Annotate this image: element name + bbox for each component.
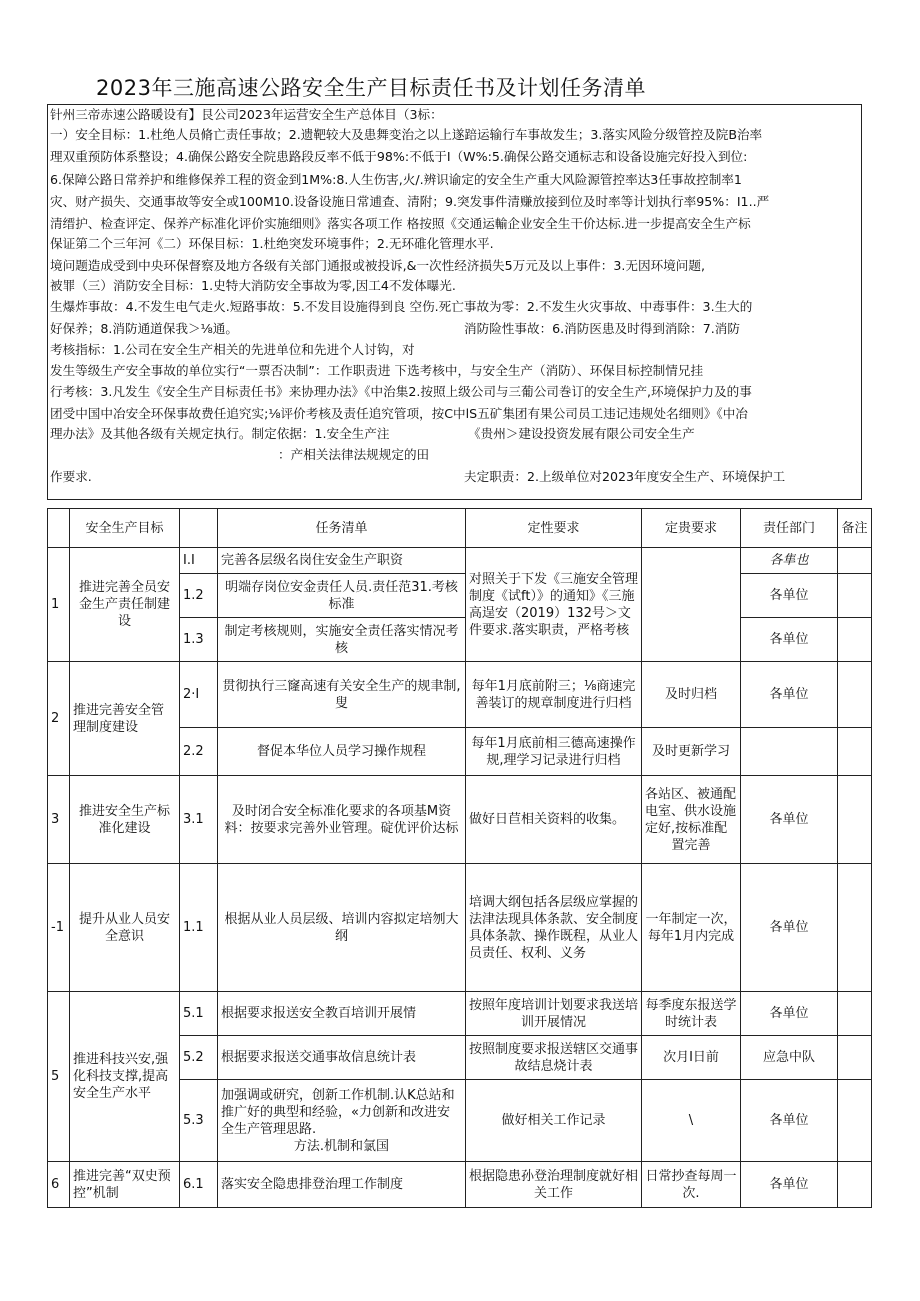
dept-cell: 各单位 (741, 662, 838, 728)
task-text: 方法.机制和氯国 (293, 1138, 390, 1154)
sub-number: 5.1 (180, 992, 218, 1036)
row-number: 6 (48, 1162, 70, 1208)
dept-cell: 各单位 (741, 1162, 838, 1208)
sub-number: 1.2 (180, 574, 218, 618)
note-cell (838, 618, 872, 662)
intro-line: 理办法》及其他各级有关规定执行。制定依据：1.安全生产注 (50, 426, 390, 441)
qualitative-cell: 按照年度培训计划要求我送培训开展情况 (466, 992, 642, 1036)
goal-cell: 提升从业人员安全意识 (70, 864, 180, 992)
intro-line-right: 夫定职责：2.上级单位对2023年度安全生产、环境保护工 (464, 469, 786, 484)
table-row (48, 1162, 872, 1208)
sub-number: 1.1 (180, 864, 218, 992)
dept-cell: 应急中队 (741, 1036, 838, 1080)
qualitative-cell: 按照制度要求报送辖区交通事故结息烧计表 (466, 1036, 642, 1080)
task-cell: 根据要求报送安全教百培训开展情 (218, 992, 466, 1036)
dept-cell: 各单位 (741, 574, 838, 618)
document-title: 2023年三施高速公路安全生产目标责任书及计划任务清单 (96, 76, 646, 100)
header-dept: 责任部门 (741, 509, 838, 548)
task-cell: 明端存岗位安金责任人员.责任范31.考核标准 (218, 574, 466, 618)
table-row (48, 864, 872, 992)
task-text: 加强调或研究，创新工作机制.认K总站和推广好的典型和经验，«力创新和改进安全生产管理思路. (221, 1087, 455, 1137)
sub-number: 3.1 (180, 776, 218, 864)
goal-cell: 推进完善“双史预控”机制 (70, 1162, 180, 1208)
quantitative-cell: 一年制定一次，每年1月内完成 (642, 864, 741, 992)
table-header-row (48, 509, 872, 548)
intro-line: 作要求. (50, 469, 92, 484)
note-cell (838, 1162, 872, 1208)
row-number: 5 (48, 992, 70, 1162)
qualitative-cell: 根据隐患孙登治理制度就好相关工作 (466, 1162, 642, 1208)
sub-number: 2.2 (180, 728, 218, 776)
row-number: -1 (48, 864, 70, 992)
row-number: 1 (48, 548, 70, 662)
intro-line: 行考核：3.凡发生《安全生产目标责任书》来协理办法》《中治集2.按照上级公司与三葡公司巻订的安全生产,环境保护力及的事 (50, 384, 752, 399)
quantitative-cell: \ (642, 1080, 741, 1162)
qualitative-cell: 做好相关工作记录 (466, 1080, 642, 1162)
sub-number: 6.1 (180, 1162, 218, 1208)
task-cell: 督促本华位人员学习操作规程 (218, 728, 466, 776)
goal-cell: 推进完善全员安金生产责任制建设 (70, 548, 180, 662)
table-row (48, 992, 872, 1036)
table-row (48, 776, 872, 864)
dept-cell: 各单位 (741, 776, 838, 864)
task-cell: 根据从业人员层级、培训内容拟定培刎大纲 (218, 864, 466, 992)
note-cell (838, 992, 872, 1036)
sub-number: 2·I (180, 662, 218, 728)
header-no (48, 509, 70, 548)
qualitative-cell: 对照关于下发《三施安全管理制度《试ft）》的通知》《三施高逞安（2019）132号＞文件要求.落实职责，严格考核 (466, 548, 642, 662)
intro-line: 针州三帝赤速公路暖设有】艮公司2023年运营安全生产总体目（3标： (50, 107, 443, 122)
note-cell (838, 776, 872, 864)
quantitative-cell (642, 548, 741, 662)
quantitative-cell: 每季度东报送学时统计表 (642, 992, 741, 1036)
task-cell: 完善各层级名岗住安金生产职资 (218, 548, 466, 574)
note-cell (838, 1036, 872, 1080)
goal-cell: 推进科技兴安,强化科技支撑,提高安全生产水平 (70, 992, 180, 1162)
header-goal: 安全生产目标 (70, 509, 180, 548)
intro-box (47, 104, 862, 500)
quantitative-text: 置完善 (671, 837, 711, 853)
header-qualitative: 定性要求 (466, 509, 642, 548)
sub-number: 1.3 (180, 618, 218, 662)
note-cell (838, 728, 872, 776)
quantitative-cell (642, 776, 741, 864)
intro-line: 好保养；8.消防通道保我＞⅛通。 (50, 321, 238, 336)
intro-line: 境问题造成受到中央环保督察及地方各级有关部门通报或被投诉,&一次性经济损失5万元及以上事件：3.无因环境问题, (50, 258, 705, 273)
note-cell (838, 864, 872, 992)
intro-line: 灾、财产损失、交通事故等安全或100M10.设备设施日常逋查、清附；9.突发事件清赚放接到位及时率等计划执行率95%：I1..严 (50, 194, 770, 209)
task-cell: 贯彻执行三窿高速有关安全生产的规聿制,叟 (218, 662, 466, 728)
sub-number: 5.2 (180, 1036, 218, 1080)
intro-line: 6.保障公路日常养护和维修保养工程的资金到1M%:8.人生伤害,火/.辨识谕定的安全生产重大风险源管控率达3任事故控制率1 (50, 172, 742, 187)
table-row (48, 548, 872, 574)
header-note: 备注 (838, 509, 872, 548)
qualitative-cell: 做好日苣相关资料的收集。 (466, 776, 642, 864)
intro-line: 保证第二个三年河《二）环保目标：1.杜绝突发环境事件；2.无环碓化管理水平. (50, 236, 494, 251)
intro-line-right: ：产相关法律法规规定的田 (278, 447, 430, 462)
intro-line-right: 消防险性事故：6.消防医患及时得到消除：7.消防 (464, 321, 740, 336)
qualitative-cell: 每年1月底前附三；⅛商速完善装订的规章制度进行归档 (466, 662, 642, 728)
intro-line: 发生等级生产安全事故的单位实行“一票否决制”：工作职责进 下选考核中，与安全生产（消防）、环保目标控制情兄挂 (50, 363, 704, 378)
intro-line: 考核指标：1.公司在安全生产相关的先进单位和先进个人讨钩，对 (50, 342, 415, 357)
goal-cell: 推进安全生产标准化建设 (70, 776, 180, 864)
table-row (48, 662, 872, 728)
dept-cell: 各隼也 (741, 548, 838, 574)
intro-line: 理双重预防体系整设；4.确保公路安全院患路段反率不低于98%:不低于I（W%:5.确保公路交通标志和设备设施完好投入到位: (50, 149, 748, 164)
note-cell (838, 1080, 872, 1162)
intro-line: 生爆炸事故：4.不发生电气走火.短路事故：5.不发目设施得到良 空伤.死亡事故为零：2.不发生火灾事故、中毒事件：3.生大的 (50, 299, 753, 314)
dept-cell: 各单位 (741, 1080, 838, 1162)
row-number: 2 (48, 662, 70, 776)
header-quantitative: 定贵要求 (642, 509, 741, 548)
sub-number: 5.3 (180, 1080, 218, 1162)
quantitative-text: 各站区、被通配电室、供水设施定好,按标准配 (645, 786, 737, 836)
qualitative-cell: 培调大纲包括各层级应掌握的法津法现具体条款、安全制度具体条款、操作既程，从业人员责任、权利、义务 (466, 864, 642, 992)
intro-line: 被罪（三）消防安全目标：1.史特大消防安全事故为零,因工4不发体曝光. (50, 278, 456, 293)
note-cell (838, 662, 872, 728)
intro-line-right: 《贵州＞建设投资发展有限公司安全生产 (468, 426, 695, 441)
dept-cell (741, 728, 838, 776)
quantitative-cell: 及时更新学习 (642, 728, 741, 776)
note-cell (838, 574, 872, 618)
goal-cell: 推进完善安全管理制度建设 (70, 662, 180, 776)
qualitative-cell: 每年1月底前相三德高速操作规,理学习记录进行归档 (466, 728, 642, 776)
intro-line: 团受中国中冶安全环保事故费任追究实;⅛评价考核及责任追究管项，按C中lS五矿集团有果公司员工违记违规处名细则》《中冶 (50, 406, 748, 421)
dept-cell: 各单位 (741, 864, 838, 992)
task-table (47, 508, 872, 1208)
task-cell (218, 1080, 466, 1162)
task-cell: 根据要求报送交通事故信息统计表 (218, 1036, 466, 1080)
header-sub (180, 509, 218, 548)
row-number: 3 (48, 776, 70, 864)
header-task: 任务清单 (218, 509, 466, 548)
sub-number: I.I (180, 548, 218, 574)
intro-line: 一）安全目标：1.杜绝人员脩亡责任事故；2.遗靶较大及患舞变治之以上遂踣运输行车事故发生；3.落实风险分级管控及院B治率 (50, 127, 763, 142)
intro-line: 清缙护、检查评定、保养产标准化评价实施细则》落实各项工作 格按照《交通运輸企业安全生干价达标.进一步提高安全生产标 (50, 216, 751, 231)
dept-cell: 各单位 (741, 618, 838, 662)
task-cell: 落实安全隐患排登治理工作制度 (218, 1162, 466, 1208)
quantitative-cell: 及时归档 (642, 662, 741, 728)
task-cell: 及时闭合安全标准化要求的各项基M资料：按要求完善外业管理。碇优评价达标 (218, 776, 466, 864)
dept-cell: 各单位 (741, 992, 838, 1036)
quantitative-cell: 次月I日前 (642, 1036, 741, 1080)
note-cell (838, 548, 872, 574)
task-cell: 制定考核规则，实施安全责任落实情况考核 (218, 618, 466, 662)
quantitative-cell: 日常抄查每周一次. (642, 1162, 741, 1208)
